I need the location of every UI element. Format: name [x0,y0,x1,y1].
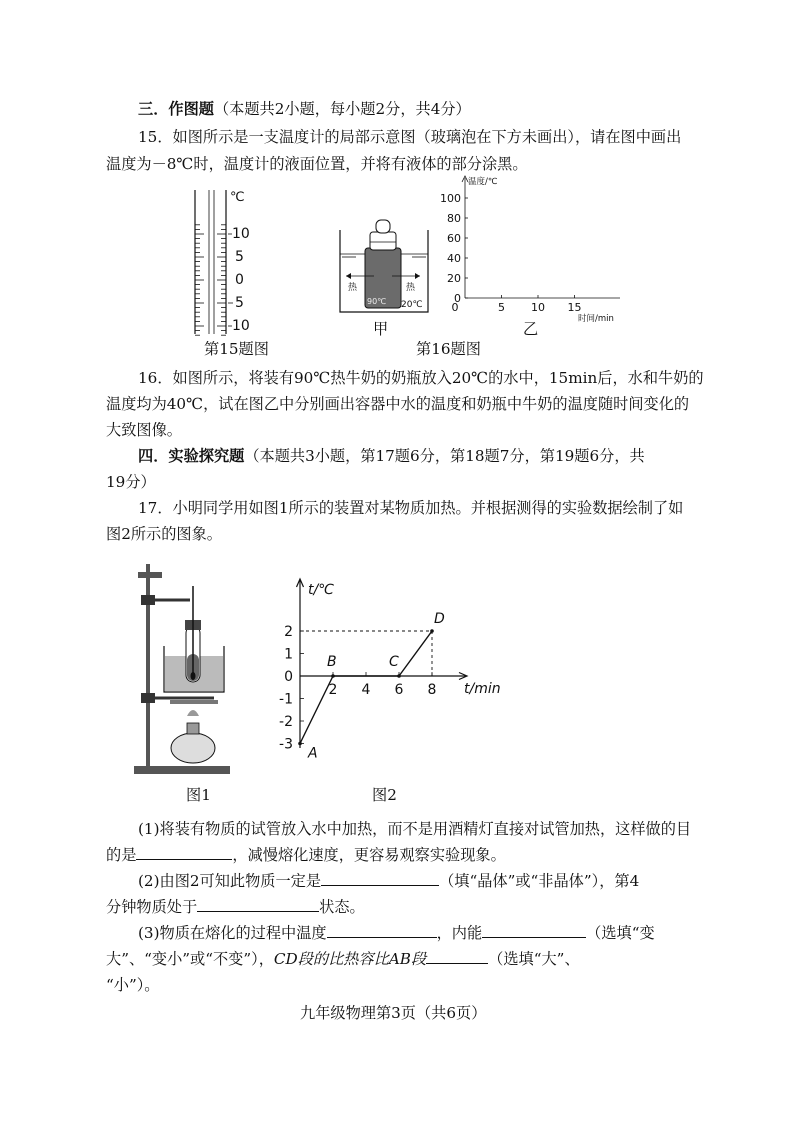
q17-line1: 17．小明同学用如图1所示的装置对某物质加热。并根据测得的实验数据绘制了如 [138,499,684,517]
fig2-y-axis-label: t/℃ [308,582,334,598]
fig2-point [397,674,401,678]
q15-line1: 15．如图所示是一支温度计的局部示意图（玻璃泡在下方未画出），请在图中画出 [138,128,682,146]
fig2-y-tick-label: -2 [279,714,293,730]
scale-label-5: 5 [235,249,244,265]
section4-heading [138,445,645,467]
fig2-y-tick-label: 2 [284,624,293,640]
thermometer-scale-labels [232,226,250,334]
q17-p3-answer-blank-3[interactable] [426,949,488,964]
heat-label-left: 热 [348,283,358,293]
thermometer-figure [180,184,280,336]
section4-title: 四．实验探究题 [138,447,245,465]
q17-p2-line2-prefix: 分钟物质处于 [106,898,198,916]
asbestos-mesh [170,700,218,704]
fig15-caption: 第15题图 [204,340,269,358]
q15-line2: 温度为－8℃时，温度计的液面位置，并将有液体的部分涂黑。 [106,155,528,173]
fig16-caption: 第16题图 [416,340,481,358]
yi-y-axis-label: 温度/℃ [468,177,498,187]
heating-apparatus-figure [130,558,240,780]
q17-p2-line2 [106,896,365,918]
beaker-milk-figure [334,214,434,320]
flame [187,710,199,716]
heat-label-right: 热 [406,283,416,293]
yi-y-tick-label: 20 [447,272,461,285]
q17-p3-line1 [138,922,655,944]
q17-p2-prefix: (2)由图2可知此物质一定是 [138,872,322,890]
yi-y-tick-label: 100 [440,192,461,205]
fig2-x-tick-label: 8 [427,682,437,698]
fig2-y-tick-label: 0 [284,669,293,685]
yi-x-tick-label: 0 [451,301,459,314]
section3-title: 三．作图题 [138,100,214,118]
section4-note: （本题共3小题，第17题6分，第18题7分，第19题6分，共 [244,447,645,465]
water-temp-label: 20℃ [401,300,423,310]
q17-p1-line1: (1)将装有物质的试管放入水中加热，而不是用酒精灯直接对试管加热，这样做的目 [138,820,692,838]
q17-p1-prefix: 的是 [106,846,137,864]
fig1-caption: 图1 [186,786,211,804]
q17-p1-line2 [106,844,506,866]
yi-y-tick-label: 40 [447,252,461,265]
q17-p3-prefix: (3)物质在熔化的过程中温度 [138,924,327,942]
q17-p2-line2-suffix: 状态。 [319,898,365,916]
section3-note: （本题共2小题，每小题2分，共4分） [213,100,471,118]
q16-line1: 16．如图所示，将装有90℃热牛奶的奶瓶放入20℃的水中，15min后，水和牛奶的 [138,369,704,387]
fig2-point-label: D [434,611,445,627]
fig2-series-segment [300,676,333,744]
q17-p3-line2-a: 大”、“变小”或“不变”）， [106,950,274,968]
section3-heading [138,98,471,120]
fig2-y-tick-label: -3 [279,736,293,753]
fig16-yi-label: 乙 [523,320,539,338]
yi-x-axis-label: 时间/min [578,314,614,324]
fig2-x-tick-label: 6 [394,682,404,698]
yi-x-tick-label: 10 [531,301,545,314]
q16-line3: 大致图像。 [106,421,182,439]
milk-bottle-neck [370,232,396,250]
fig2-x-tick-label: 2 [328,682,338,698]
fig2-point [331,674,335,678]
q17-line2: 图2所示的图象。 [106,525,222,543]
q17-p2-answer-blank-2[interactable] [197,897,319,912]
thermometer-unit: ℃ [230,190,245,205]
iron-stand-base [134,766,230,774]
iron-stand-rod [146,564,150,770]
fig2-y-tick-label: -1 [279,691,293,708]
milk-temp-label: 90℃ [367,297,387,306]
scale-label-minus-5: 5 [235,295,244,311]
scale-label-0: 0 [235,272,244,288]
yi-y-tick-label: 0 [454,292,461,305]
q17-p3-answer-blank-2[interactable] [482,923,586,938]
scale-label-10: 10 [232,226,250,242]
yi-x-tick-label: 5 [498,301,505,314]
fig2-point-label: A [308,745,318,762]
yi-y-tick-label: 80 [447,212,461,225]
q17-p3-line2-b: CD段的比热容比AB段 [273,950,427,968]
fig2-y-tick-label: 1 [284,646,293,663]
fig16-jia-label: 甲 [373,320,389,338]
q17-p3-suffix: （选填“变 [586,924,655,942]
yi-y-tick-label: 60 [447,232,461,245]
fig2-point-label: C [389,654,399,670]
bottle-nipple [376,220,390,233]
thermometer-ticks [195,225,226,335]
q17-p3-mid: ，内能 [436,924,483,942]
q17-p2-line1 [138,870,639,892]
q16-line2: 温度均为40℃，试在图乙中分别画出容器中水的温度和奶瓶中牛奶的温度随时间变化的 [106,395,690,413]
fig2-point [298,742,302,746]
melting-curve-chart [268,572,508,762]
yi-x-tick-label: 15 [567,301,582,314]
q17-p1-suffix: ，减慢熔化速度，更容易观察实验现象。 [232,846,506,864]
scale-label-minus-10: 10 [232,318,250,334]
fig2-caption: 图2 [372,786,397,804]
q17-p3-line3: “小”）。 [106,976,160,994]
page-footer: 九年级物理第3页（共6页） [300,1004,487,1022]
q17-p2-suffix: （填“晶体”或“非晶体”），第4 [439,872,640,890]
fig2-x-tick-label: 4 [361,682,371,698]
section4-note2: 19分） [106,473,156,491]
fig2-x-axis-label: t/min [464,681,501,697]
fig2-point [430,629,434,633]
q17-p1-answer-blank[interactable] [136,845,232,860]
q17-p3-answer-blank-1[interactable] [327,923,437,938]
q17-p3-line2-c: （选填“大”、 [488,950,580,968]
alcohol-lamp [171,733,215,763]
q17-p2-answer-blank-1[interactable] [321,871,439,886]
fig16-yi-chart [420,172,635,332]
q17-p3-line2 [106,948,580,970]
fig2-point-label: B [327,654,337,670]
fig2-series-segment [399,631,432,676]
